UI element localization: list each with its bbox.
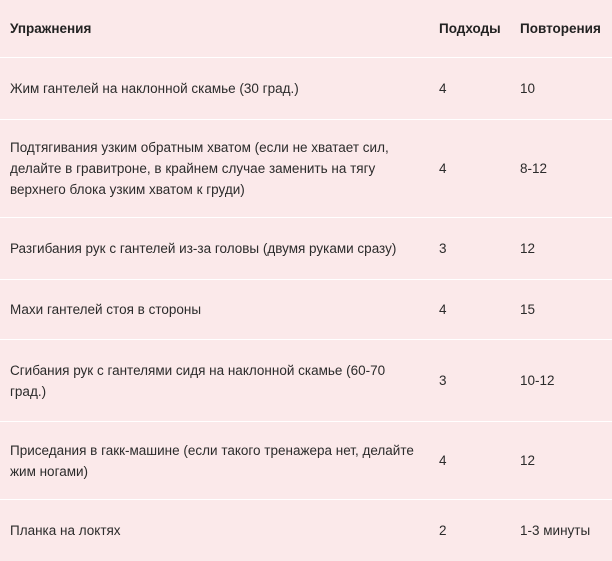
cell-reps: 1-3 минуты	[520, 523, 591, 538]
cell-sets: 3	[439, 241, 447, 256]
cell-exercise: Планка на локтях	[10, 523, 121, 538]
table-row	[0, 58, 612, 120]
cell-exercise: Разгибания рук с гантелей из-за головы (двумя руками сразу)	[10, 241, 397, 256]
table-row	[0, 500, 612, 561]
cell-reps: 12	[520, 453, 536, 468]
cell-exercise: Жим гантелей на наклонной скамье (30 град.)	[10, 81, 299, 96]
cell-reps: 8-12	[520, 161, 548, 176]
cell-exercise: Сгибания рук с гантелями сидя на наклонной скамье (60-70 град.)	[10, 362, 386, 399]
table-row	[0, 218, 612, 280]
cell-exercise: Махи гантелей стоя в стороны	[10, 302, 202, 317]
cell-sets: 2	[439, 523, 447, 538]
table-row	[0, 120, 612, 218]
cell-sets: 4	[439, 302, 447, 317]
table-header-row	[0, 0, 612, 58]
cell-exercise: Подтягивания узким обратным хватом (если не хватает сил, делайте в гравитроне, в крайнем случае заменить на тягу верхнего блока узким хватом к груди)	[10, 140, 389, 197]
cell-reps: 10	[520, 81, 536, 96]
header-exercise: Упражнения	[10, 21, 92, 36]
table-row	[0, 340, 612, 422]
cell-reps: 12	[520, 241, 536, 256]
cell-reps: 15	[520, 302, 536, 317]
table-row	[0, 280, 612, 340]
cell-sets: 4	[439, 81, 447, 96]
table-row	[0, 422, 612, 500]
cell-sets: 4	[439, 453, 447, 468]
header-sets: Подходы	[439, 21, 501, 36]
cell-sets: 4	[439, 161, 447, 176]
header-reps: Повторения	[520, 21, 601, 36]
cell-reps: 10-12	[520, 373, 555, 388]
cell-exercise: Приседания в гакк-машине (если такого тренажера нет, делайте жим ногами)	[10, 442, 414, 479]
cell-sets: 3	[439, 373, 447, 388]
